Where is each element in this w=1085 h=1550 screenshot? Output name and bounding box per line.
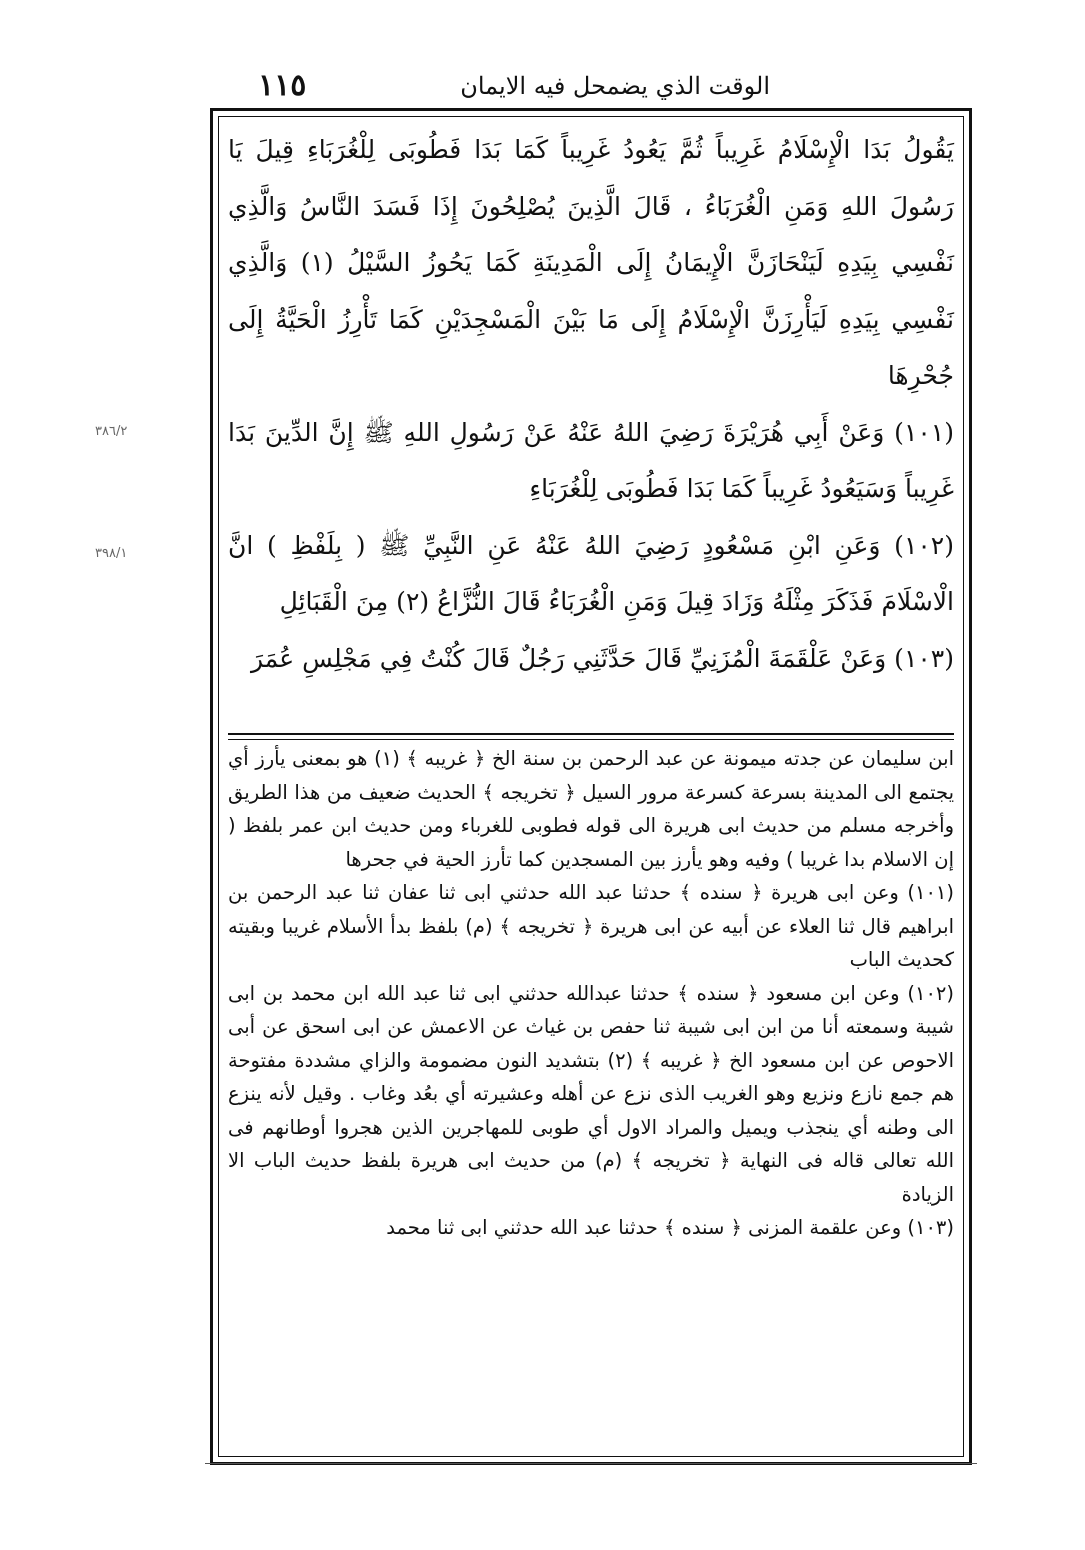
- commentary-footnotes: [228, 742, 954, 1447]
- margin-note-2: ٣٩٨/١: [95, 546, 128, 561]
- hadith-text: [228, 122, 954, 722]
- hadith-paragraph: (١٠٢) وَعَنِ ابْنِ مَسْعُودٍ رَضِيَ اللهُ عَنْهُ عَنِ النَّبِيِّ ﷺ ( بِلَفْظِ ) انَّ الْاسْلَامَ فَذَكَرَ مِثْلَهُ وَزَادَ قِيلَ وَمَنِ الْغُرَبَاءُ قَالَ النُّزَّاعُ (٢) مِنَ الْقَبَائِلِ: [228, 530, 954, 616]
- hadith-paragraph: (١٠١) وَعَنْ أَبِي هُرَيْرَةَ رَضِيَ اللهُ عَنْهُ عَنْ رَسُولِ اللهِ ﷺ إِنَّ الدِّينَ بَدَا غَرِيباً وَسَيَعُودُ غَرِيباً كَمَا بَدَا فَطُوبَى لِلْغُرَبَاءِ: [228, 417, 954, 503]
- running-title: الوقت الذي يضمحل فيه الايمان: [460, 72, 770, 100]
- footnote-paragraph: (١٠٣) وعن علقمة المزنى ﴿ سنده ﴾ حدثنا عبد الله حدثني ابى ثنا محمد: [386, 1216, 954, 1239]
- footnote-paragraph: (١٠١) وعن ابى هريرة ﴿ سنده ﴾ حدثنا عبد الله حدثني ابى ثنا عفان ثنا عبد الرحمن بن ابراهيم قال ثنا العلاء عن أبيه عن ابى هريرة ﴿ تخريجه ﴾ (م) بلفظ بدأ الأسلام غريبا وبقيته كحديث الباب: [228, 881, 954, 971]
- page-number: ١١٥: [258, 68, 307, 103]
- footnote-paragraph: ابن سليمان عن جدته ميمونة عن عبد الرحمن بن سنة الخ ﴿ غريبه ﴾ (١) هو بمعنى يأرز أي يجتمع الى المدينة بسرعة كسرعة مرور السيل ﴿ تخريجه ﴾ الحديث ضعيف من هذا الطريق وأخرجه مسلم من حديث ابى هريرة الى قوله فطوبى للغرباء ومن حديث ابن عمر بلفظ ( إن الاسلام بدا غريبا ) وفيه وهو يأرز بين المسجدين كما تأرز الحية في جحرها: [228, 747, 954, 871]
- bottom-rule: [205, 1463, 977, 1464]
- margin-note-1: ٣٨٦/٢: [95, 424, 128, 439]
- page-header: [250, 68, 770, 110]
- divider-top: [228, 733, 954, 735]
- divider-bottom: [228, 739, 954, 740]
- hadith-paragraph: يَقُولُ بَدَا الْإِسْلَامُ غَرِيباً ثُمَّ يَعُودُ غَرِيباً كَمَا بَدَا فَطُوبَى لِلْغُرَبَاءِ قِيلَ يَا رَسُولَ اللهِ وَمَنِ الْغُرَبَاءُ ، قَالَ الَّذِينَ يُصْلِحُونَ إِذَا فَسَدَ النَّاسُ وَالَّذِي نَفْسِي بِيَدِهِ لَيَنْحَازَنَّ الْإِيمَانُ إِلَى الْمَدِينَةِ كَمَا يَحُوزُ السَّيْلُ (١) وَالَّذِي نَفْسِي بِيَدِهِ لَيَأْرِزَنَّ الْإِسْلَامُ إِلَى مَا بَيْنَ الْمَسْجِدَيْنِ كَمَا تَأْرِزُ الْحَيَّةُ إِلَى جُحْرِهَا: [228, 135, 954, 390]
- hadith-paragraph: (١٠٣) وَعَنْ عَلْقَمَةَ الْمُزَنِيِّ قَالَ حَدَّثَنِي رَجُلٌ قَالَ كُنْتُ فِي مَجْلِسِ عُمَرَ: [250, 643, 954, 673]
- footnote-paragraph: (١٠٢) وعن ابن مسعود ﴿ سنده ﴾ حدثنا عبدالله حدثني ابى ثنا عبد الله ابن محمد بن ابى شيبة وسمعته أنا من ابن ابى شيبة ثنا حفص بن غياث عن الاعمش عن ابى اسحق عن أبى الاحوص عن ابن مسعود الخ ﴿ غريبه ﴾ (٢) بتشديد النون مضمومة والزاي مشددة مفتوحة هم جمع نازع ونزيع وهو الغريب الذى نزع عن أهله وعشيرته أي بعُد وغاب . وقيل لأنه ينزع الى وطنه أي ينجذب ويميل والمراد الاول أي طوبى للمهاجرين الذين هجروا أوطانهم فى الله تعالى قاله فى النهاية ﴿ تخريجه ﴾ (م) من حديث ابى هريرة بلفظ حديث الباب الا الزيادة: [228, 981, 954, 1206]
